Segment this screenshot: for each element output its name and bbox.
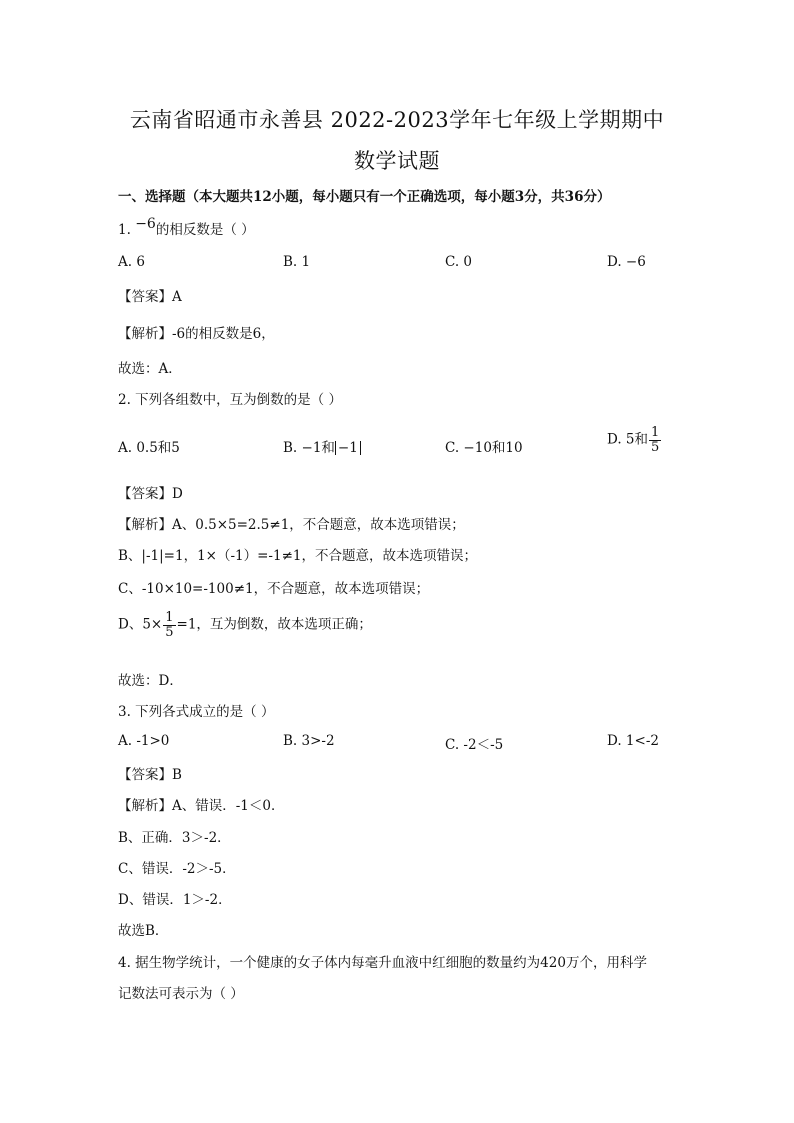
question-3: 3. 下列各式成立的是（ ） [118, 704, 275, 720]
q2-analysis-d-fraction [163, 611, 175, 639]
question-4-line-1: 4. 据生物学统计，一个健康的女子体内每毫升血液中红细胞的数量约为420万个，用科学 [118, 955, 647, 971]
q3-answer: 【答案】B [118, 767, 182, 783]
q1-option-b: B. 1 [283, 254, 311, 270]
q3-conclusion: 故选B． [118, 923, 169, 939]
q2-analysis-c: C、-10×10=-100≠1，不合题意，故本选项错误； [118, 581, 430, 597]
q3-analysis-d: D、错误．1＞-2． [118, 892, 232, 908]
q1-option-a: A. 6 [118, 254, 145, 270]
q2-analysis-a: 【解析】A、0.5×5=2.5≠1，不合题意，故本选项错误； [118, 517, 465, 533]
q2-analysis-d [118, 611, 372, 639]
fraction-numerator: 1 [165, 610, 174, 625]
fraction-denominator: 5 [651, 439, 660, 455]
page-title: 云南省昭通市永善县 2022-2023学年七年级上学期期中 [129, 108, 665, 132]
q2-analysis-d-post: =1，互为倒数，故本选项正确； [176, 616, 372, 633]
fraction-numerator: 1 [651, 425, 660, 440]
q2-analysis-b: B、|-1|=1，1×（-1）=-1≠1，不合题意，故本选项错误； [118, 548, 477, 564]
q2-answer: 【答案】D [118, 486, 183, 502]
q3-option-b: B. 3>-2 [283, 733, 335, 749]
q2-option-d-fraction [649, 426, 661, 454]
question-1-text: 的相反数是（ ） [155, 222, 255, 238]
q2-option-a: A. 0.5和5 [118, 440, 180, 456]
q3-analysis-c: C、错误．-2＞-5． [118, 861, 236, 877]
q2-option-b [283, 436, 361, 456]
q3-option-c: C. -2＜-5 [445, 737, 504, 753]
question-1-number: 1. [118, 222, 131, 238]
q3-option-a: A. -1>0 [118, 733, 170, 749]
q2-option-d [607, 426, 662, 454]
fraction-denominator: 5 [165, 624, 174, 640]
question-1 [118, 218, 255, 238]
question-2: 2. 下列各组数中，互为倒数的是（ ） [118, 392, 342, 408]
q1-conclusion: 故选：A． [118, 361, 182, 377]
question-1-value: −6 [135, 216, 156, 232]
q2-option-d-text: D. 5和 [607, 431, 649, 448]
q2-option-c: C. −10和10 [445, 440, 523, 456]
page-subtitle: 数学试题 [354, 149, 440, 173]
q3-analysis-a: 【解析】A、错误．-1＜0． [118, 798, 285, 814]
q2-conclusion: 故选：D． [118, 673, 183, 689]
q3-option-d: D. 1<-2 [607, 733, 659, 749]
question-4-line-2: 记数法可表示为（ ） [118, 986, 244, 1002]
q1-answer: 【答案】A [118, 289, 182, 305]
q1-option-c: C. 0 [445, 254, 473, 270]
q2-analysis-d-pre: D、5× [118, 616, 163, 633]
q3-analysis-b: B、正确．3＞-2． [118, 830, 231, 846]
q2-option-b-text: B. −1和 [283, 440, 335, 456]
q1-option-d: D. −6 [607, 254, 646, 270]
q1-analysis: 【解析】-6的相反数是6， [118, 326, 275, 342]
q2-option-b-abs: −1 [335, 441, 361, 455]
section-heading: 一、选择题（本大题共12小题，每小题只有一个正确选项，每小题3分，共36分） [118, 189, 611, 205]
